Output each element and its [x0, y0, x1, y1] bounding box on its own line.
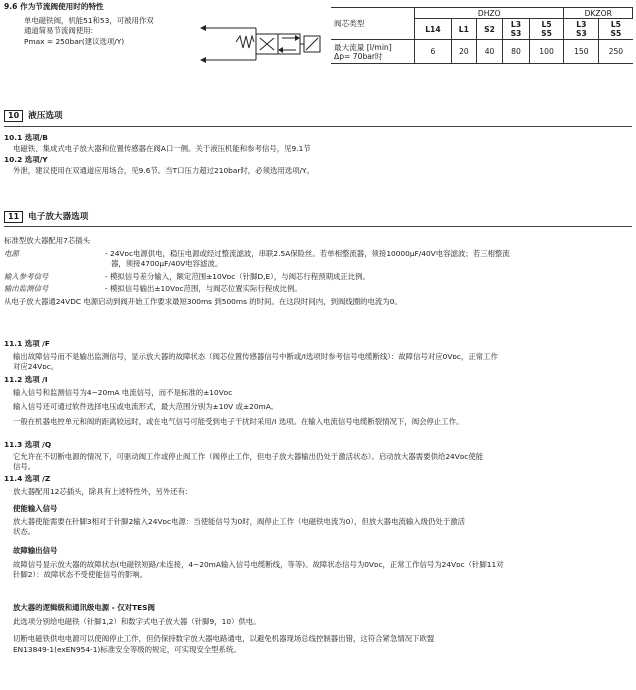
col-header: L3 S3	[564, 19, 599, 40]
option-i-text-3: 一般在机器电控单元和阀的距离较远时，或在电气信号可能受到电子干扰时采用/I 选项。在输入电流信号电缆断裂情况下，阀会停止工作。	[13, 417, 464, 426]
divider	[4, 126, 632, 127]
section-11-title: 电子放大器选项	[28, 212, 89, 222]
fault-output-text-1: 故障信号显示放大器的故障状态(电磁铁短路/未连接，4~20mA输入信号电缆断线，等等)。故障状态信号为0Vᴅᴄ，正常工作信号为24Vᴅᴄ（针脚11对	[13, 560, 504, 569]
option-q-title: 11.3 选项 /Q	[4, 440, 52, 449]
flow-value: 80	[503, 40, 529, 64]
flow-value: 6	[415, 40, 452, 64]
max-flow-label-line2: Δp= 70bar时	[334, 51, 383, 61]
s96-line-2: 通道简易节流阀使用:	[24, 26, 94, 35]
section-11-heading	[4, 211, 88, 223]
enable-input-text-2: 状态。	[13, 527, 36, 536]
s96-line-1: 单电磁铁阀，机能51和53，可被用作双	[24, 16, 154, 25]
spool-flow-table	[331, 7, 633, 64]
option-z-title: 11.4 选项 /Z	[4, 474, 51, 483]
option-i-text-2: 输入信号还可通过软件选择电压或电流形式，最大范围分别为±10V 或±20mA。	[13, 402, 279, 411]
option-y-title: 10.2 选项/Y	[4, 155, 48, 164]
section-9-6-heading: 9.6 作为节流阀使用时的特性	[4, 2, 104, 11]
dkzor-header: DKZOR	[564, 8, 633, 19]
option-b-text: 电磁铁、集成式电子放大器和位置传感器在阀A口一侧。关于液压机能和参考信号，见9.1节	[13, 144, 311, 153]
max-flow-label	[331, 40, 415, 64]
col-header: L3 S3	[503, 19, 529, 40]
col-header: L5 S5	[599, 19, 633, 40]
section-10-heading	[4, 110, 63, 122]
logic-power-title: 放大器的逻辑级和通讯级电源 - 仅对TES阀	[13, 603, 155, 612]
option-q-text-1: 它允许在不切断电源的情况下，可驱动阀工作或停止阀工作（阀停止工作，但电子放大器输出仍处于激活状态）。启动放大器需要供给24Vᴅᴄ使能	[13, 452, 484, 461]
fault-output-title: 故障输出信号	[13, 546, 58, 555]
valve-symbol-diagram	[196, 20, 326, 68]
monitor-signal-label: 输出监测信号	[4, 284, 49, 293]
standard-amp-intro: 标准型放大器配用7芯插头	[4, 236, 91, 245]
section-10-number: 10	[4, 110, 23, 122]
input-signal-text: - 模拟信号差分输入，额定范围±10Vᴅᴄ（针脚D,E），与阀芯行程预期成正比例。	[105, 272, 370, 281]
flow-value: 40	[476, 40, 502, 64]
s96-line-3: Pmax = 250bar(建议选项/Y)	[24, 37, 125, 46]
monitor-signal-text: - 模拟信号输出±10Vᴅᴄ范围，与阀芯位置实际行程成比例。	[105, 284, 302, 293]
col-header: L1	[451, 19, 476, 40]
power-supply-text-1: - 24Vᴅᴄ电源供电，稳压电源或经过整流滤波，串联2.5A保险丝。若单相整流器，须接10000μF/40V电容滤波；若三相整流	[105, 249, 510, 258]
col-header: L14	[415, 19, 452, 40]
flow-value: 250	[599, 40, 633, 64]
startup-note: 从电子放大器通24VDC 电源启动到阀开始工作要求最短300ms 到500ms 的时间。在这段时间内，到阀线圈的电流为0。	[4, 297, 402, 306]
power-supply-text-2: 器，须接4700μF/40V电容滤波。	[111, 259, 223, 268]
flow-value: 20	[451, 40, 476, 64]
option-i-title: 11.2 选项 /I	[4, 375, 48, 384]
input-signal-label: 输入参考信号	[4, 272, 49, 281]
option-f-text-2: 对应24Vᴅᴄ。	[13, 362, 59, 371]
section-10-title: 液压选项	[28, 111, 63, 121]
option-y-text: 外泄，建议使用在双通道应用场合，见9.6节。当T口压力超过210bar时，必须选用选项/Y。	[13, 166, 314, 175]
option-z-intro: 放大器配用12芯插头，除具有上述特性外，另外还有:	[13, 487, 188, 496]
col-header: L5 S5	[529, 19, 564, 40]
logic-power-text-1: 此选项分别给电磁铁（针脚1,2）和数字式电子放大器（针脚9，10）供电。	[13, 617, 261, 626]
section-11-number: 11	[4, 211, 23, 223]
option-i-text-1: 输入信号和监测信号为4~20mA 电流信号，而不是标准的±10Vᴅᴄ	[13, 388, 233, 397]
option-f-title: 11.1 选项 /F	[4, 339, 50, 348]
power-supply-label: 电源	[4, 249, 19, 258]
spool-type-label: 阀芯类型	[331, 8, 415, 40]
max-flow-label-line1: 最大流量 [l/min]	[334, 42, 392, 52]
logic-power-text-2: 切断电磁铁供电电源可以使阀停止工作，但仍保持数字放大器电路通电，以避免机器现场总线控制器出错，这符合紧急情况下欧盟	[13, 634, 435, 643]
dhzo-header: DHZO	[415, 8, 564, 19]
enable-input-text-1: 放大器使能需要在针脚3相对于针脚2输入24Vᴅᴄ电源：当使能信号为0时，阀停止工作（电磁铁电流为0），但放大器电流输入级仍处于激活	[13, 517, 465, 526]
logic-power-text-3: EN13849-1(exEN954-1)标准安全等级的规定，可实现安全型系统。	[13, 645, 241, 654]
flow-value: 100	[529, 40, 564, 64]
fault-output-text-2: 针脚2）：故障状态不受使能信号的影响。	[13, 570, 148, 579]
enable-input-title: 使能输入信号	[13, 504, 58, 513]
option-b-title: 10.1 选项/B	[4, 133, 48, 142]
flow-value: 150	[564, 40, 599, 64]
col-header: S2	[476, 19, 502, 40]
divider	[4, 226, 632, 227]
option-f-text-1: 输出故障信号而不是输出监测信号，显示放大器的故障状态（阀芯位置传感器信号中断或/I选项时参考信号电缆断线）：故障信号对应0Vᴅᴄ，正常工作	[13, 352, 498, 361]
option-q-text-2: 信号。	[13, 462, 36, 471]
